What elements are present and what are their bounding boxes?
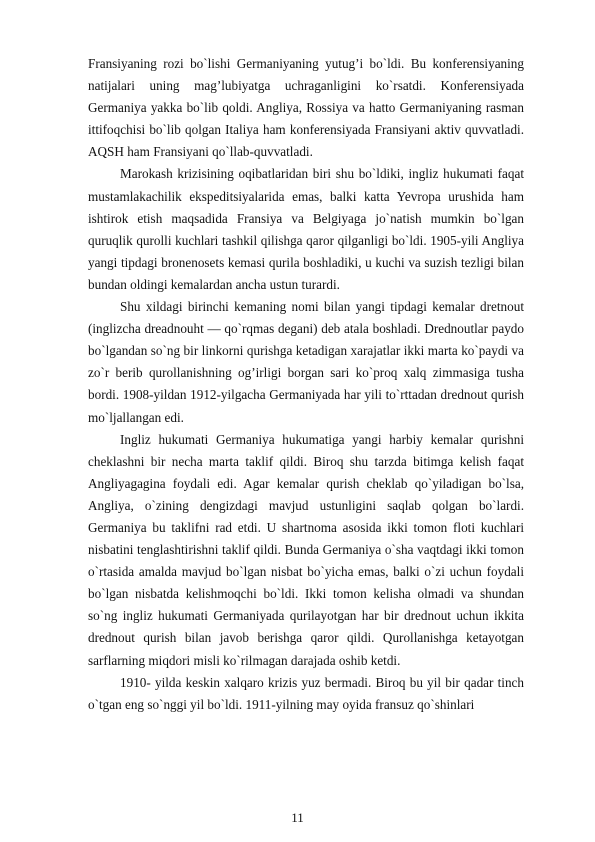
page-number: 11 xyxy=(291,810,304,825)
paragraph-3: Shu xildagi birinchi kemaning nomi bilan yangi tipdagi kemalar dretnout (inglizcha dreadnouht — qo`rqmas degani) deb atala boshladi. Drednoutlar paydo bo`lgandan so`ng bir linkorni qurishga ketadigan xarajatlar ikki marta ko`paydi va zo`r berib qurollanishning og’irligi borgan sari ko`proq xalq zimmasiga tusha bordi. 1908-yildan 1912-yilgacha Germaniyada har yili to`rttadan drednout qurish mo`ljallangan edi. xyxy=(88,299,524,425)
paragraph-5: 1910- yilda keskin xalqaro krizis yuz bermadi. Biroq bu yil bir qadar tinch o`tgan eng so`nggi yil bo`ldi. 1911-yilning may oyida fransuz qo`shinlari xyxy=(88,674,524,712)
paragraph-1: Fransiyaning rozi bo`lishi Germaniyaning yutug’i bo`ldi. Bu konferensiyaning natijalari uning mag’lubiyatga uchraganligini ko`rsatdi. Konferensiyada Germaniya yakka bo`lib qoldi. Angliya, Rossiya va hatto Germaniyaning rasman ittifoqchisi bo`lib qolgan Italiya ham konferensiyada Fransiyani aktiv quvvatladi. AQSH ham Fransiyani qo`llab-quvvatladi. xyxy=(88,56,524,160)
document-page xyxy=(88,53,524,716)
paragraph-2: Marokash krizisining oqibatlaridan biri shu bo`ldiki, ingliz hukumati faqat mustamlakachilik ekspeditsiyalarida emas, balki katta Yevropa urushida ham ishtirok etish maqsadida Fransiya va Belgiyaga jo`natish mumkin bo`lgan quruqlik qurolli kuchlari tashkil qilishga qaror qilganligi bo`ldi. 1905-yili Angliya yangi tipdagi bronenosets kemasi qurila boshladiki, u kuchi va suzish tezligi bilan bundan oldingi kemalardan ancha ustun turardi. xyxy=(88,166,524,292)
paragraph-4: Ingliz hukumati Germaniya hukumatiga yangi harbiy kemalar qurishni cheklashni bir necha marta taklif qildi. Biroq shu tarzda bitimga kelish faqat Angliyagagina foydali edi. Agar kemalar qurish cheklab qo`yiladigan bo`lsa, Angliya, o`zining dengizdagi mavjud ustunligini saqlab qolgan bo`lardi. Germaniya bu taklifni rad etdi. U shartnoma asosida ikki tomon floti kuchlari nisbatini tenglashtirishni taklif qildi. Bunda Germaniya o`sha vaqtdagi ikki tomon o`rtasida amalda mavjud bo`lgan nisbat bo`yicha emas, balki o`zi uchun foydali bo`lgan nisbatda kelishmoqchi bo`ldi. Ikki tomon kelisha olmadi va shundan so`ng ingliz hukumati Germaniyada qurilayotgan har bir drednout uchun ikkita drednout qurish bilan javob berishga qaror qildi. Qurollanishga ketayotgan sarflarning miqdori misli ko`rilmagan darajada oshib ketdi. xyxy=(88,431,524,668)
